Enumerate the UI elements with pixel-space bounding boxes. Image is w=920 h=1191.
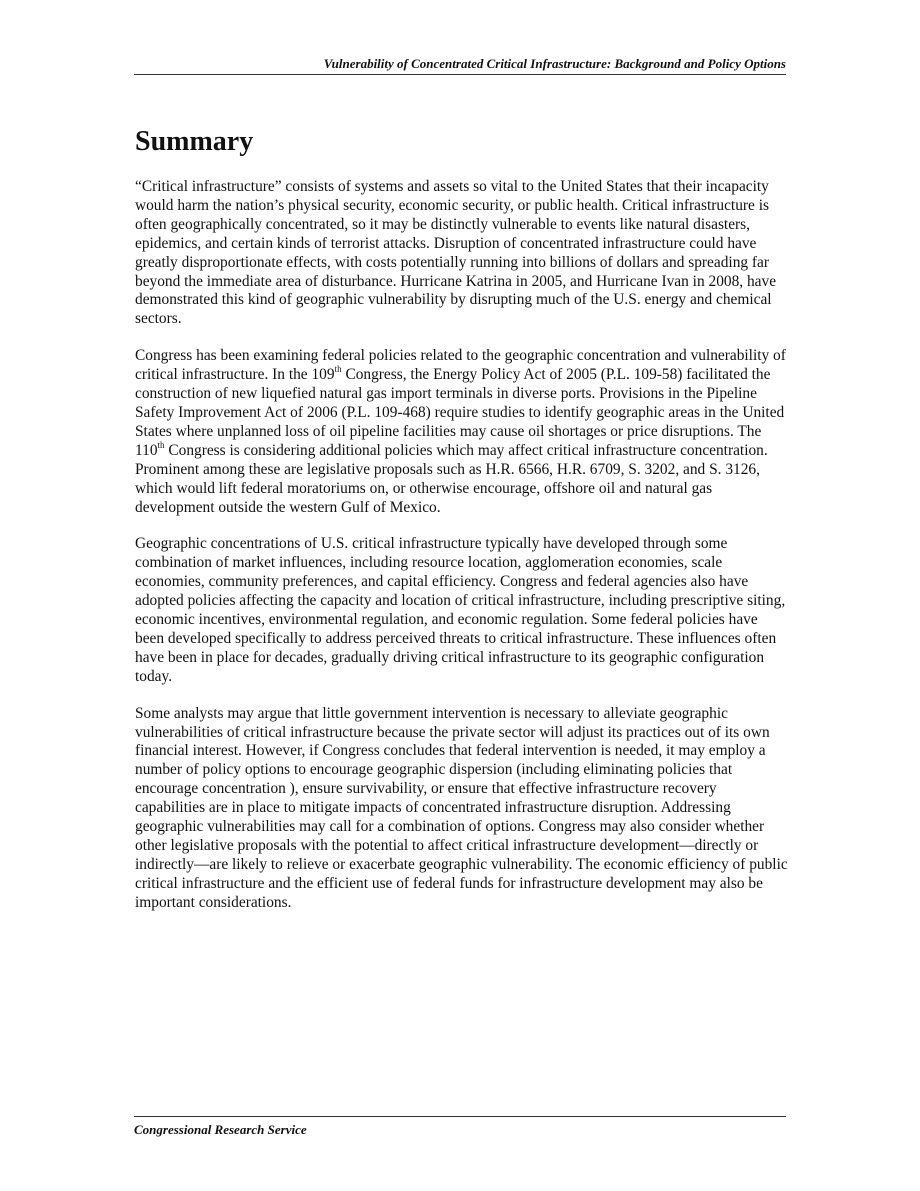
paragraph-4: Some analysts may argue that little government intervention is necessary to alleviate geographic vulnerabilities of critical infrastructure because the private sector will adjust its practices out of its own financial interest. However, if Congress concludes that federal intervention is needed, it may employ a number of policy options to encourage geographic dispersion (including eliminating policies that encourage concentration ), ensure survivability, or ensure that effective infrastructure recovery capabilities are in place to mitigate impacts of concentrated infrastructure disruption. Addressing geographic vulnerabilities may call for a combination of options. Congress may also consider whether other legislative proposals with the potential to affect critical infrastructure development—directly or indirectly—are likely to relieve or exacerbate geographic vulnerability. The economic efficiency of public critical infrastructure and the efficient use of federal funds for infrastructure development may also be important considerations. [135, 704, 788, 911]
page-title: Summary [135, 126, 254, 157]
paragraph-2-part-c: Congress is considering additional policies which may affect critical infrastructure concentration. Prominent among these are legislative proposals such as H.R. 6566, H.R. 6709, S. 3202, and S. 3126, which would lift federal moratoriums on, or otherwise encourage, offshore oil and natural gas development outside the western Gulf of Mexico. [135, 441, 768, 516]
paragraph-2 [135, 347, 788, 517]
footer-text: Congressional Research Service [134, 1122, 307, 1137]
paragraph-3: Geographic concentrations of U.S. critical infrastructure typically have developed through some combination of market influences, including resource location, agglomeration economies, scale economies, community preferences, and capital efficiency. Congress and federal agencies also have adopted policies affecting the capacity and location of critical infrastructure, including prescriptive siting, economic incentives, environmental regulation, and economic regulation. Some federal policies have been developed specifically to address perceived threats to critical infrastructure. These influences often have been in place for decades, gradually driving critical infrastructure to its geographic configuration today. [135, 535, 786, 685]
summary-body [135, 178, 788, 931]
running-footer [134, 1116, 786, 1139]
paragraph-2-part-a: Congress has been examining federal policies related to the geographic concentration and vulnerability of critical infrastructure. In the 109 [135, 347, 786, 384]
header-title: Vulnerability of Concentrated Critical Infrastructure: Background and Policy Options [323, 56, 786, 71]
paragraph-2-part-b: Congress, the Energy Policy Act of 2005 (P.L. 109-58) facilitated the construction of new liquefied natural gas import terminals in diverse ports. Provisions in the Pipeline Safety Improvement Act of 2006 (P.L. 109-468) require studies to identify geographic areas in the United States where unplanned loss of oil pipeline facilities may cause oil shortages or price disruptions. The 110 [135, 366, 785, 459]
ordinal-suffix: th [157, 439, 165, 450]
running-header [134, 56, 786, 75]
paragraph-1: “Critical infrastructure” consists of systems and assets so vital to the United States that their incapacity would harm the nation’s physical security, economic security, or public health. Critical infrastructure is often geographically concentrated, so it may be distinctly vulnerable to events like natural disasters, epidemics, and certain kinds of terrorist attacks. Disruption of concentrated infrastructure could have greatly disproportionate effects, with costs potentially running into billions of dollars and spreading far beyond the immediate area of disturbance. Hurricane Katrina in 2005, and Hurricane Ivan in 2008, have demonstrated this kind of geographic vulnerability by disrupting much of the U.S. energy and chemical sectors. [135, 178, 777, 328]
ordinal-suffix: th [334, 364, 342, 375]
